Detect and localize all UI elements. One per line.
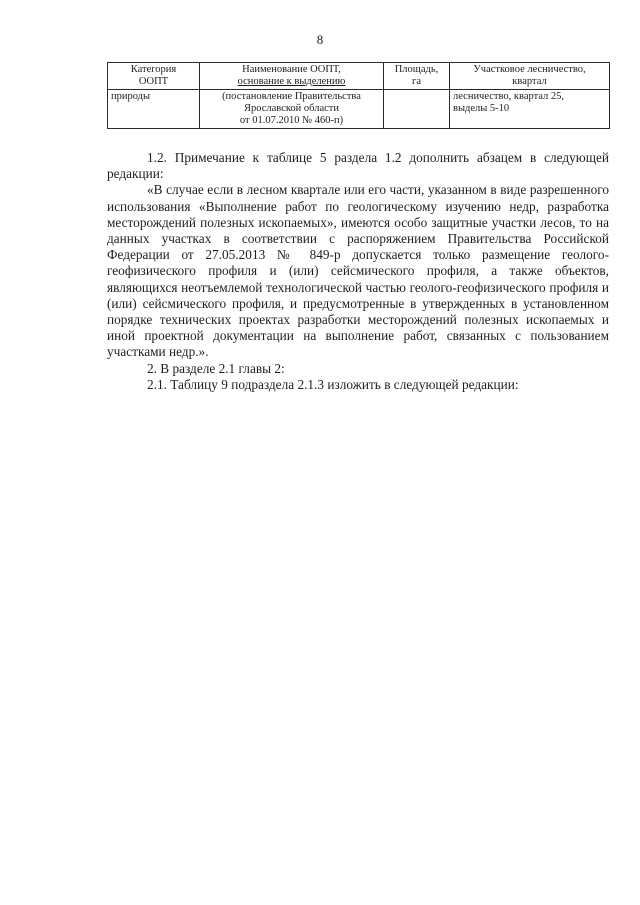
header-forestry: Участковое лесничество, квартал	[450, 63, 610, 90]
header-category: Категория ООПТ	[108, 63, 200, 90]
cell-category: природы	[108, 90, 200, 129]
document-body	[107, 150, 609, 393]
oopt-table	[107, 62, 610, 129]
table-row	[108, 90, 610, 129]
table-header-row	[108, 63, 610, 90]
cell-forestry: лесничество, квартал 25, выделы 5-10	[450, 90, 610, 129]
header-name: Наименование ООПТ, основание к выделению	[200, 63, 384, 90]
cell-name: (постановление Правительства Ярославской области от 01.07.2010 № 460-п)	[200, 90, 384, 129]
paragraph-note: 1.2. Примечание к таблице 5 раздела 1.2 дополнить абзацем в следующей редакции:	[107, 150, 609, 182]
header-area: Площадь, га	[384, 63, 450, 90]
cell-area	[384, 90, 450, 129]
paragraph-quote: «В случае если в лесном квартале или его части, указанном в виде разрешенного использования «Выполнение работ по геологическому изучению недр, разработка месторождений полезных ископаемых», имеются особо защитные участки лесов, то на данных участках в соответствии с распоряжением Правительства Российской Федерации от 27.05.2013 № 849-р допускается только размещение геолого-геофизического профиля и (или) сейсмического профиля, а также объектов, являющихся неотъемлемой технологической частью геолого-геофизического профиля и (или) сейсмического профиля, и предусмотренные в утвержденных в установленном порядке технических проектах разработки месторождений полезных ископаемых и иной проектной документации на выполнение работ, связанных с пользованием участками недр.».	[107, 182, 609, 360]
paragraph-section-2: 2. В разделе 2.1 главы 2:	[147, 360, 285, 376]
page-number: 8	[316, 32, 324, 47]
paragraph-table-9: 2.1. Таблицу 9 подраздела 2.1.3 изложить в следующей редакции:	[147, 376, 519, 392]
